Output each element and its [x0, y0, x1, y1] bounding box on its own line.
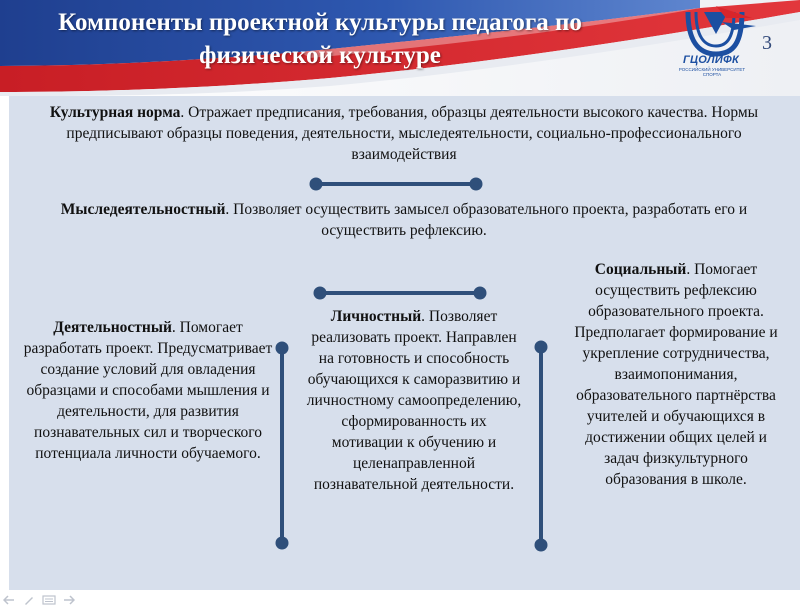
desc-activity: . Помогает разработать проект. Предусматривает создание условий для овладения образцами и способами мышления и деятельности, для развития познавательных сил и творческого потенциала личности обучаемого. [23, 319, 273, 462]
term-activity: Деятельностный [53, 319, 172, 336]
desc-thought-activity: . Позволяет осуществить замысел образовательного проекта, разработать его и осуществить рефлексию. [225, 201, 748, 239]
desc-personal: . Позволяет реализовать проект. Направлен на готовность и способность обучающихся к саморазвитию и личностному самоопределению, сформированность их мотивации к обучению и целенаправленной познавательной деятельности. [306, 308, 522, 493]
menu-icon[interactable] [42, 594, 56, 606]
arrow-left-icon[interactable] [2, 594, 16, 606]
slideshow-toolbar [2, 590, 76, 610]
pen-icon[interactable] [22, 594, 36, 606]
arrow-right-icon[interactable] [62, 594, 76, 606]
slide-header [0, 0, 800, 96]
desc-cultural-norm: . Отражает предписания, требования, образцы деятельности высокого качества. Нормы предписывают образцы поведения, деятельности, мыследеятельности, социально-профессионального взаимодействия [66, 104, 759, 163]
connector-middle [316, 289, 485, 298]
term-social: Социальный [594, 261, 687, 278]
term-personal: Личностный [330, 308, 422, 325]
term-cultural-norm: Культурная норма [49, 104, 181, 121]
connector-left-vertical [278, 344, 287, 548]
title-line-2: физической культуре [199, 42, 441, 69]
logo-text: ГЦОЛИФК [682, 54, 740, 66]
logo-subtext: РОССИЙСКИЙ УНИВЕРСИТЕТ СПОРТА [678, 67, 746, 77]
connector-lines [9, 96, 800, 590]
slide-title [20, 6, 620, 72]
content-panel [9, 96, 800, 590]
slide-number: 3 [762, 32, 772, 54]
title-line-1: Компоненты проектной культуры педагога по [58, 9, 582, 36]
connector-top [312, 180, 481, 189]
desc-social: . Помогает осуществить рефлексию образовательного проекта. Предполагает формирование и укрепление сотрудничества, взаимопонимания, образовательного партнёрства учителей и обучающихся в достижении общих целей и задач физкультурного образования в школе. [574, 261, 778, 488]
connector-right-vertical [537, 343, 546, 550]
term-thought-activity: Мыследеятельностный [60, 201, 226, 218]
